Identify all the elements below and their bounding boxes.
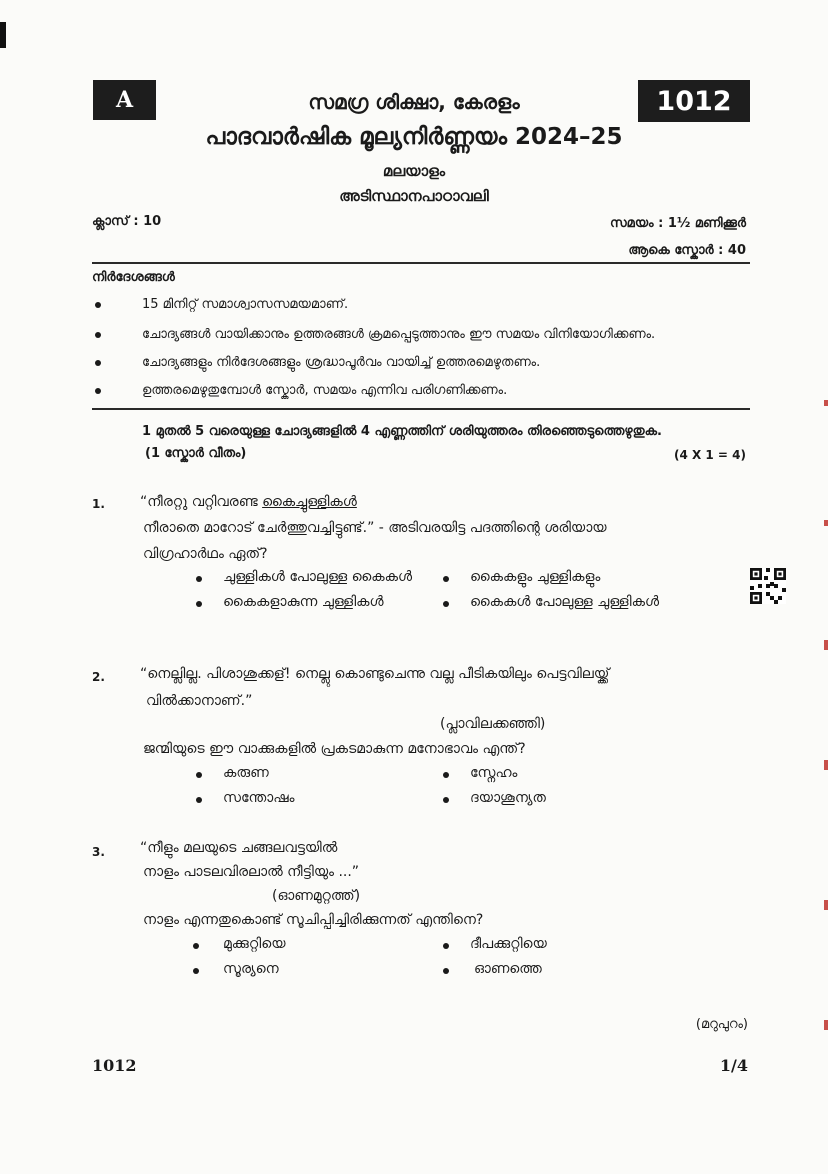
option-bullet-icon — [443, 601, 449, 607]
question-1-line-3: വിഗ്രഹാർഥം ഏത്? — [143, 546, 268, 562]
option-item: കരുണ — [223, 765, 269, 781]
option-item: മുക്കുറ്റിയെ — [223, 936, 286, 952]
footer-code: 1012 — [92, 1056, 137, 1075]
subject-title: മലയാളം — [382, 162, 446, 180]
edge-mark — [824, 1020, 828, 1030]
option-bullet-icon — [443, 943, 449, 949]
section-instruction: 1 മുതൽ 5 വരെയുള്ള ചോദ്യങ്ങളിൽ 4 എണ്ണത്തിന് ശരിയുത്തരം തിരഞ്ഞെടുത്തെഴുതുക. — [142, 424, 662, 439]
bullet-icon — [95, 388, 101, 394]
page-number: 1/4 — [719, 1056, 748, 1075]
option-item: ഓണത്തെ — [474, 961, 542, 977]
question-2-line-2: വിൽക്കാനാണ്.” — [146, 693, 253, 709]
option-bullet-icon — [196, 772, 202, 778]
option-bullet-icon — [193, 943, 199, 949]
paper-code-badge: 1012 — [638, 80, 750, 122]
time-label: സമയം : 1½ മണിക്കൂർ — [610, 216, 746, 231]
question-text: “നീരറ്റു വറ്റിവരണ്ട — [140, 494, 263, 510]
option-item: സൂര്യനെ — [223, 961, 279, 977]
option-item: സ്നേഹം — [470, 765, 518, 781]
option-bullet-icon — [196, 576, 202, 582]
exam-title: പാദവാർഷിക മൂല്യനിർണ്ണയം 2024–25 — [205, 124, 623, 150]
section-score-each: (1 സ്കോർ വീതം) — [145, 446, 247, 461]
instruction-item: ഉത്തരമെഴുതുമ്പോൾ സ്കോർ, സമയം എന്നിവ പരിഗണിക്കണം. — [142, 383, 508, 398]
option-bullet-icon — [193, 968, 199, 974]
paper-name: അടിസ്ഥാനപാഠാവലി — [339, 187, 489, 205]
question-2-source: (പ്ലാവിലക്കഞ്ഞി) — [440, 716, 546, 732]
option-item: കൈകൾ പോലുള്ള ചുള്ളികൾ — [470, 594, 660, 610]
instruction-item: ചോദ്യങ്ങളും നിർദേശങ്ങളും ശ്രദ്ധാപൂർവം വായിച്ച് ഉത്തരമെഴുതണം. — [142, 355, 541, 370]
header-divider — [92, 262, 750, 264]
option-item: സന്തോഷം — [223, 790, 295, 806]
option-bullet-icon — [196, 797, 202, 803]
option-bullet-icon — [196, 601, 202, 607]
bullet-icon — [95, 302, 101, 308]
question-2-prompt: ജന്മിയുടെ ഈ വാക്കുകളിൽ പ്രകടമാകുന്ന മനോഭാവം എന്ത്? — [143, 741, 526, 757]
question-number: 1. — [92, 497, 105, 511]
edge-mark — [824, 900, 828, 910]
question-1-line-2: നീരാതെ മാറോട് ചേർത്തുവച്ചിട്ടുണ്ട്.” - അടിവരയിട്ട പദത്തിന്റെ ശരിയായ — [143, 520, 607, 536]
question-3-source: (ഓണമുറ്റത്ത്) — [272, 888, 361, 904]
option-bullet-icon — [443, 797, 449, 803]
instruction-item: 15 മിനിറ്റ് സമാശ്വാസസമയമാണ്. — [142, 297, 349, 312]
question-number: 2. — [92, 670, 105, 684]
question-2-line-1: “നെല്ലില്ല. പിശാശുക്കള്! നെല്ലു കൊണ്ടുചെന്നു വല്ല പീടികയിലും പെട്ടവിലയ്ക്ക് — [140, 666, 610, 682]
question-number: 3. — [92, 845, 105, 859]
option-item: കൈകളാകുന്ന ചുള്ളികൾ — [223, 594, 384, 610]
question-3-prompt: നാളം എന്നതുകൊണ്ട് സൂചിപ്പിച്ചിരിക്കുന്നത് എന്തിനെ? — [143, 912, 484, 928]
edge-mark — [824, 760, 828, 770]
edge-mark — [824, 520, 828, 526]
edge-mark — [824, 640, 828, 650]
binding-mark — [0, 22, 6, 48]
class-label: ക്ലാസ് : 10 — [92, 214, 162, 229]
option-bullet-icon — [443, 968, 449, 974]
question-3-line-1: “നീളും മലയുടെ ചങ്ങലവട്ടയിൽ — [140, 840, 338, 856]
turn-over-note: (മറുപുറം) — [695, 1017, 748, 1032]
option-item: ദയാശൂന്യത — [470, 790, 546, 806]
option-bullet-icon — [443, 576, 449, 582]
underlined-word: കൈച്ചുള്ളികൾ — [262, 494, 357, 510]
qr-code-icon — [750, 568, 786, 604]
option-item: ദീപക്കുറ്റിയെ — [470, 936, 547, 952]
instructions-heading: നിർദേശങ്ങൾ — [92, 270, 175, 285]
option-item: ചുള്ളികൾ പോലുള്ള കൈകൾ — [223, 569, 413, 585]
bullet-icon — [95, 360, 101, 366]
option-item: കൈകളും ചുള്ളികളും — [470, 569, 601, 585]
option-bullet-icon — [443, 772, 449, 778]
set-code-badge: A — [93, 80, 156, 120]
org-title: സമഗ്ര ശിക്ഷാ, കേരളം — [308, 90, 520, 114]
question-3-line-2: നാളം പാടലവിരലാൽ നീട്ടിയും ...” — [143, 864, 360, 880]
instruction-item: ചോദ്യങ്ങൾ വായിക്കാനും ഉത്തരങ്ങൾ ക്രമപ്പെടുത്താനും ഈ സമയം വിനിയോഗിക്കണം. — [142, 327, 656, 342]
bullet-icon — [95, 332, 101, 338]
section-score-total: (4 X 1 = 4) — [673, 448, 746, 462]
score-label: ആകെ സ്കോർ : 40 — [628, 243, 746, 258]
instructions-divider — [92, 408, 750, 410]
edge-mark — [824, 400, 828, 406]
question-1-line-1 — [140, 494, 357, 510]
